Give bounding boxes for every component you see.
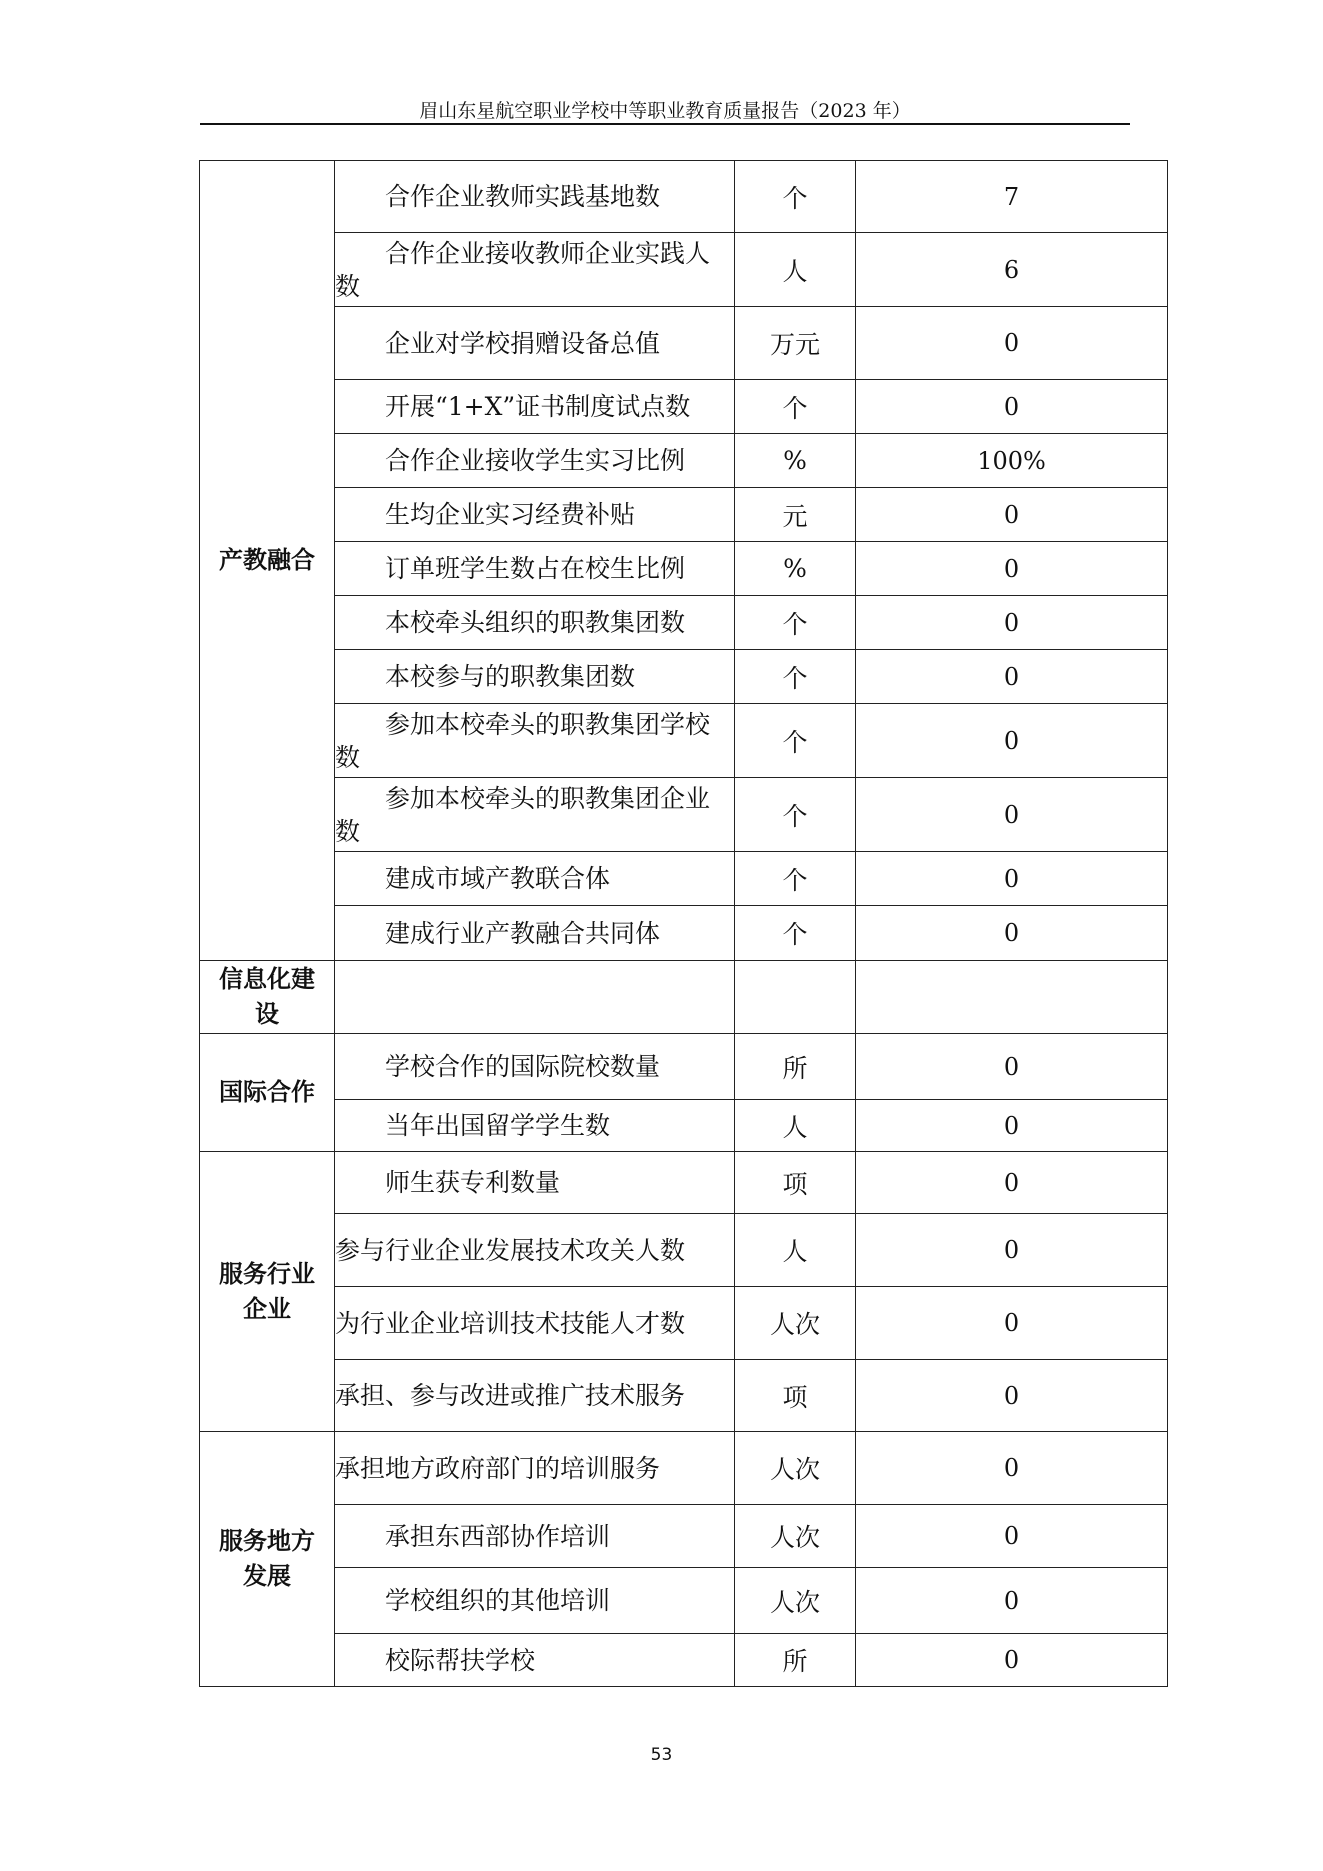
table-row <box>200 906 1168 961</box>
unit-cell: % <box>735 434 856 488</box>
category-cell: 服务地方发展 <box>200 1432 335 1687</box>
value-cell: 0 <box>856 1100 1168 1152</box>
unit-cell: 所 <box>735 1034 856 1100</box>
value-cell <box>856 961 1168 1034</box>
item-cell: 建成市域产教联合体 <box>335 852 735 906</box>
value-cell: 0 <box>856 1152 1168 1214</box>
category-cell: 产教融合 <box>200 161 335 961</box>
unit-cell: 人 <box>735 233 856 307</box>
table-row <box>200 1360 1168 1432</box>
item-cell: 参加本校牵头的职教集团学校数 <box>335 704 735 778</box>
category-cell: 国际合作 <box>200 1034 335 1152</box>
table-row <box>200 704 1168 778</box>
item-cell: 建成行业产教融合共同体 <box>335 906 735 961</box>
unit-cell: 个 <box>735 650 856 704</box>
unit-cell: 个 <box>735 161 856 233</box>
header-divider <box>200 123 1130 125</box>
item-cell: 承担、参与改进或推广技术服务 <box>335 1360 735 1432</box>
table-row <box>200 1214 1168 1287</box>
category-cell: 信息化建设 <box>200 961 335 1034</box>
item-cell: 参加本校牵头的职教集团企业数 <box>335 778 735 852</box>
unit-cell: 人次 <box>735 1432 856 1505</box>
table-row <box>200 650 1168 704</box>
unit-cell: 元 <box>735 488 856 542</box>
unit-cell: 项 <box>735 1152 856 1214</box>
value-cell: 0 <box>856 1034 1168 1100</box>
unit-cell: 人次 <box>735 1287 856 1360</box>
item-cell: 订单班学生数占在校生比例 <box>335 542 735 596</box>
table-row <box>200 1100 1168 1152</box>
value-cell: 0 <box>856 596 1168 650</box>
unit-cell: 个 <box>735 596 856 650</box>
table-row <box>200 1634 1168 1687</box>
unit-cell: 人 <box>735 1100 856 1152</box>
unit-cell: 个 <box>735 704 856 778</box>
unit-cell: 个 <box>735 906 856 961</box>
value-cell: 7 <box>856 161 1168 233</box>
unit-cell: % <box>735 542 856 596</box>
table-row <box>200 380 1168 434</box>
value-cell: 0 <box>856 307 1168 380</box>
item-cell: 企业对学校捐赠设备总值 <box>335 307 735 380</box>
item-cell: 本校参与的职教集团数 <box>335 650 735 704</box>
table-row <box>200 233 1168 307</box>
item-cell: 开展“1+X”证书制度试点数 <box>335 380 735 434</box>
value-cell: 100% <box>856 434 1168 488</box>
item-cell: 师生获专利数量 <box>335 1152 735 1214</box>
item-cell: 参与行业企业发展技术攻关人数 <box>335 1214 735 1287</box>
unit-cell: 万元 <box>735 307 856 380</box>
item-cell: 合作企业教师实践基地数 <box>335 161 735 233</box>
item-cell: 本校牵头组织的职教集团数 <box>335 596 735 650</box>
unit-cell: 个 <box>735 778 856 852</box>
value-cell: 0 <box>856 542 1168 596</box>
unit-cell: 项 <box>735 1360 856 1432</box>
value-cell: 6 <box>856 233 1168 307</box>
table-row <box>200 1568 1168 1634</box>
table-row <box>200 852 1168 906</box>
item-cell: 学校组织的其他培训 <box>335 1568 735 1634</box>
table-row <box>200 596 1168 650</box>
item-cell: 为行业企业培训技术技能人才数 <box>335 1287 735 1360</box>
value-cell: 0 <box>856 1568 1168 1634</box>
value-cell: 0 <box>856 704 1168 778</box>
value-cell: 0 <box>856 1505 1168 1568</box>
table-row <box>200 161 1168 233</box>
unit-cell: 人次 <box>735 1568 856 1634</box>
item-cell: 承担东西部协作培训 <box>335 1505 735 1568</box>
unit-cell: 人 <box>735 1214 856 1287</box>
table-row <box>200 1152 1168 1214</box>
value-cell: 0 <box>856 852 1168 906</box>
table-row <box>200 488 1168 542</box>
table-row <box>200 1432 1168 1505</box>
table-row <box>200 961 1168 1034</box>
category-cell: 服务行业企业 <box>200 1152 335 1432</box>
unit-cell <box>735 961 856 1034</box>
unit-cell: 个 <box>735 380 856 434</box>
value-cell: 0 <box>856 1432 1168 1505</box>
table-row <box>200 778 1168 852</box>
table-row <box>200 307 1168 380</box>
value-cell: 0 <box>856 650 1168 704</box>
value-cell: 0 <box>856 1360 1168 1432</box>
unit-cell: 人次 <box>735 1505 856 1568</box>
value-cell: 0 <box>856 1287 1168 1360</box>
item-cell: 当年出国留学学生数 <box>335 1100 735 1152</box>
table-row <box>200 434 1168 488</box>
indicator-table <box>199 160 1168 1687</box>
unit-cell: 所 <box>735 1634 856 1687</box>
value-cell: 0 <box>856 380 1168 434</box>
item-cell: 合作企业接收教师企业实践人数 <box>335 233 735 307</box>
value-cell: 0 <box>856 1214 1168 1287</box>
value-cell: 0 <box>856 778 1168 852</box>
item-cell <box>335 961 735 1034</box>
item-cell: 承担地方政府部门的培训服务 <box>335 1432 735 1505</box>
table-row <box>200 1287 1168 1360</box>
table-row <box>200 542 1168 596</box>
table-row <box>200 1505 1168 1568</box>
value-cell: 0 <box>856 1634 1168 1687</box>
value-cell: 0 <box>856 488 1168 542</box>
page-number: 53 <box>650 1745 673 1765</box>
table-row <box>200 1034 1168 1100</box>
unit-cell: 个 <box>735 852 856 906</box>
item-cell: 合作企业接收学生实习比例 <box>335 434 735 488</box>
item-cell: 生均企业实习经费补贴 <box>335 488 735 542</box>
item-cell: 校际帮扶学校 <box>335 1634 735 1687</box>
report-header-title: 眉山东星航空职业学校中等职业教育质量报告（2023 年） <box>419 100 911 122</box>
item-cell: 学校合作的国际院校数量 <box>335 1034 735 1100</box>
value-cell: 0 <box>856 906 1168 961</box>
